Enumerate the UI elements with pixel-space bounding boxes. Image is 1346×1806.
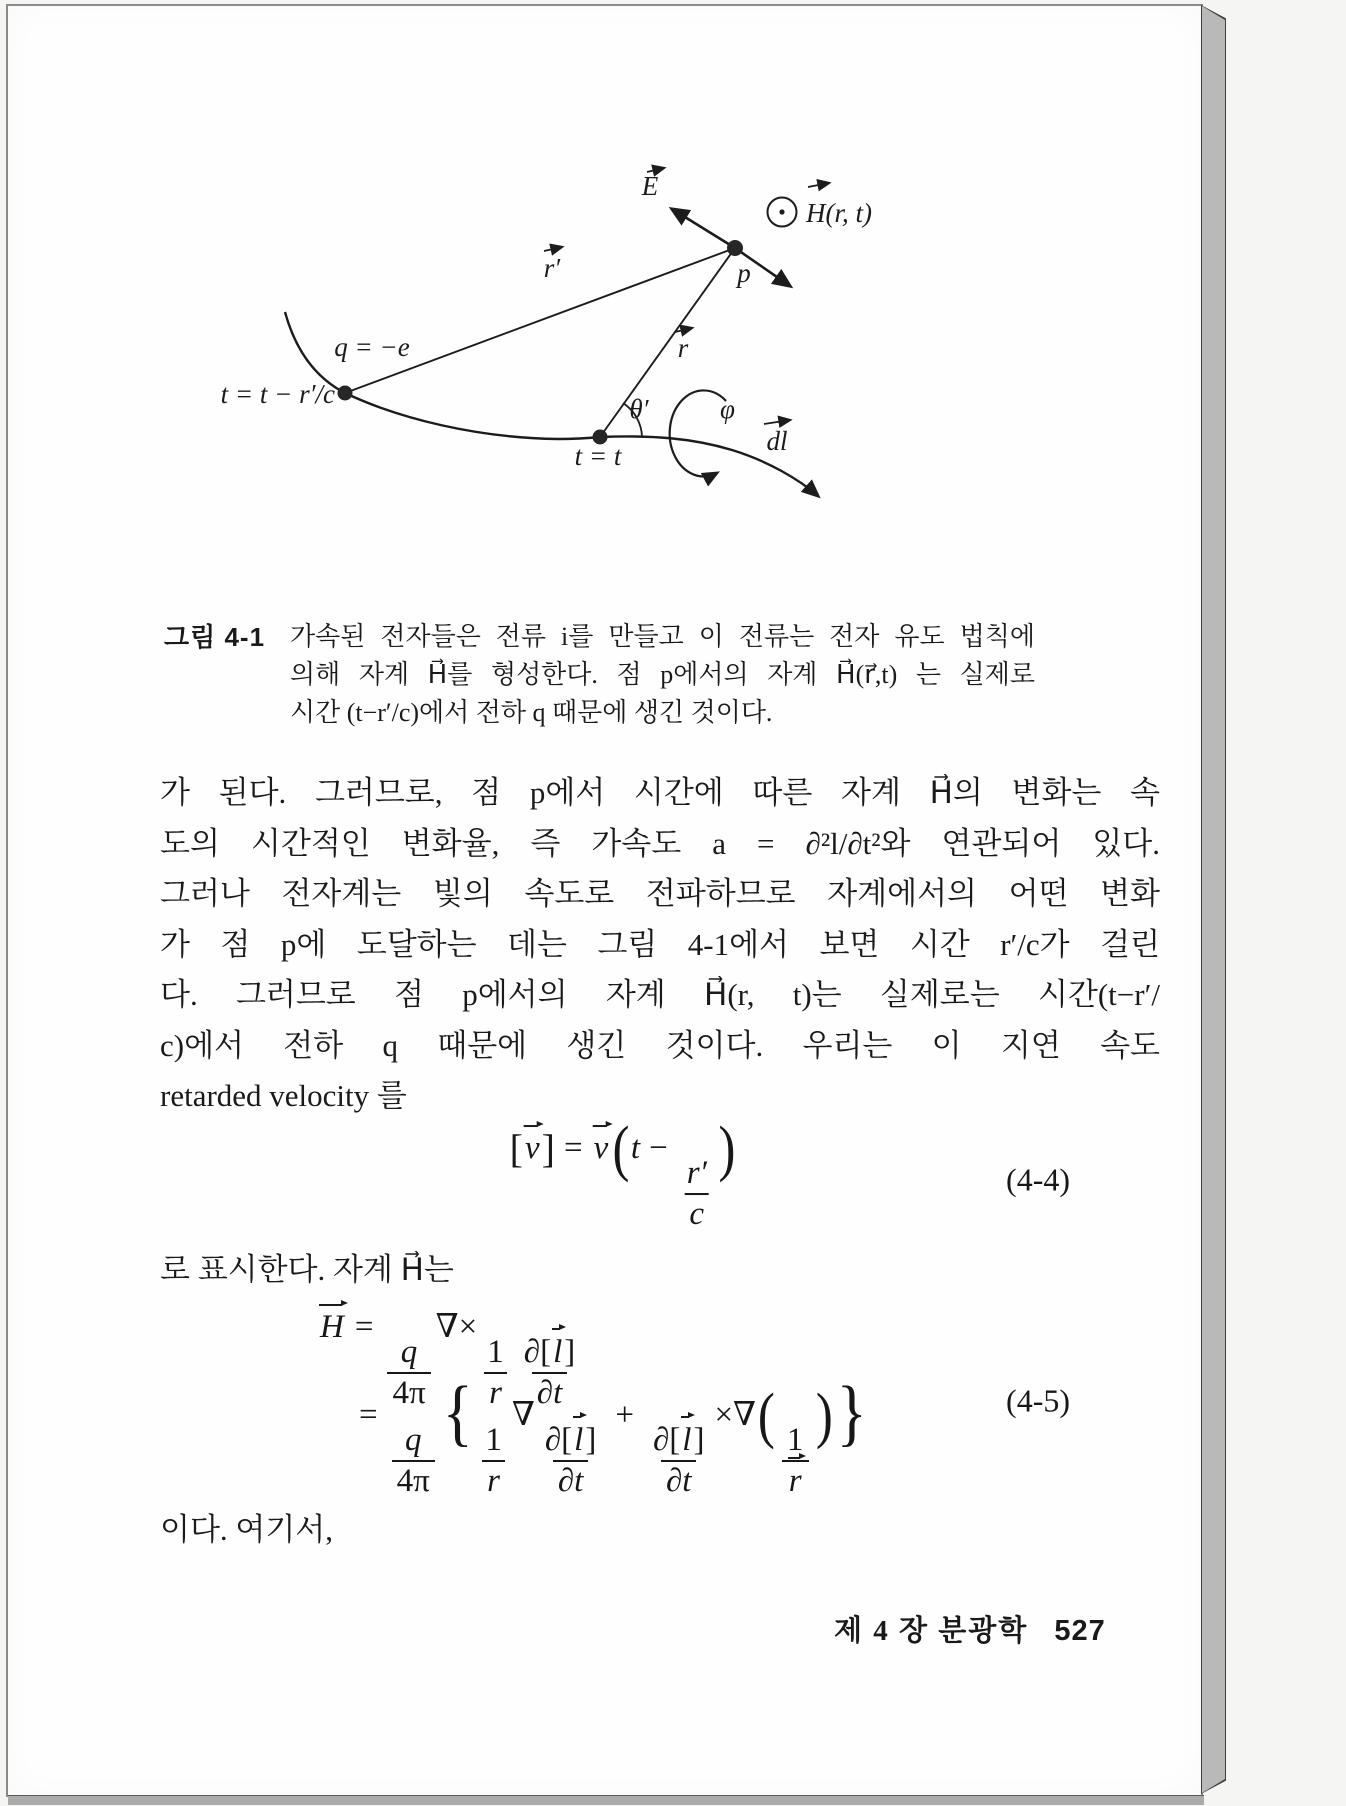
one-over-r-vec: $\frac{1}{r}$ bbox=[782, 1421, 809, 1502]
dl-dt: $\frac{\partial[l]}{\partial t}$ bbox=[519, 1333, 580, 1414]
figure-4-1 bbox=[160, 150, 960, 550]
equals-sign: = bbox=[563, 1130, 583, 1167]
equation-4-5-line2: = $\frac{q}{4\pi}$ { $\frac{1}{r}$ ∇ $\frac{\partial[l]}{\partial t}$ + $\frac{\partial[l]}{\partial t}$ ×∇( $\frac{1}{r}$ )} bbox=[350, 1394, 870, 1502]
h-field-out-of-page-icon bbox=[768, 198, 797, 227]
figure-caption-label: 그림 4-1 bbox=[164, 622, 266, 652]
point-retarded bbox=[338, 386, 353, 401]
label-e: E bbox=[641, 171, 659, 201]
after-sentence: 이다. 여기서, bbox=[160, 1512, 333, 1547]
velocity-symbol: v bbox=[593, 1130, 609, 1167]
label-t-retarded: t = t − r′/c bbox=[220, 379, 335, 409]
equals-sign: = bbox=[354, 1309, 374, 1345]
body-line: 가 된다. 그러므로, 점 p에서 시간에 따른 자계 H⃗의 변화는 속 bbox=[160, 775, 1160, 810]
label-q: q = −e bbox=[334, 332, 410, 362]
nabla: ∇ bbox=[511, 1397, 535, 1433]
label-t-now: t = t bbox=[574, 441, 622, 471]
r-prime-label-arrow bbox=[544, 247, 562, 251]
one-over-r: $\frac{1}{r}$ bbox=[480, 1421, 507, 1502]
plus-sign: + bbox=[615, 1397, 634, 1433]
nabla-cross: ∇× bbox=[435, 1309, 478, 1345]
book-page-edge bbox=[1201, 5, 1226, 1794]
equation-4-4-body: [v] = v(t − $\frac{r'}{c}$ ) bbox=[510, 1125, 738, 1235]
paper-sheet bbox=[6, 4, 1203, 1797]
footer-page-number: 527 bbox=[1054, 1615, 1106, 1647]
left-bracket: [ bbox=[509, 1126, 524, 1172]
label-theta: θ′ bbox=[629, 394, 649, 424]
caption-line: 의해 자계 H⃗를 형성한다. 점 p에서의 자계 H⃗(r⃗,t) 는 실제로 bbox=[290, 660, 1035, 689]
body-paragraph bbox=[160, 768, 1160, 1122]
mid-sentence: 로 표시한다. 자계 H⃗는 bbox=[160, 1252, 454, 1287]
label-h: H(r, t) bbox=[806, 198, 872, 228]
label-phi: φ bbox=[720, 394, 735, 424]
body-line: 가 점 p에 도달하는 데는 그림 4-1에서 보면 시간 r′/c가 걸린 bbox=[160, 926, 1160, 962]
figure-drawing bbox=[160, 150, 960, 550]
dl-dt: $\frac{\partial[l]}{\partial t}$ bbox=[540, 1421, 601, 1502]
point-p bbox=[727, 240, 743, 256]
e-field-arrow bbox=[672, 209, 735, 248]
figure-caption-text bbox=[290, 618, 1035, 732]
body-line: c)에서 전하 q 때문에 생긴 것이다. 우리는 이 지연 속도 bbox=[160, 1027, 1160, 1063]
phi-loop bbox=[670, 390, 726, 476]
h-field-symbol: H bbox=[320, 1309, 344, 1345]
book-page-bottom-edge bbox=[8, 1795, 1204, 1805]
q-over-4pi: $\frac{q}{4\pi}$ bbox=[387, 1333, 430, 1414]
one-over-r: $\frac{1}{r}$ bbox=[482, 1333, 509, 1414]
equation-number: (4-4) bbox=[1006, 1161, 1070, 1198]
right-bracket: ] bbox=[541, 1126, 555, 1172]
r-prime-line bbox=[345, 248, 735, 393]
retarded-velocity-symbol: v bbox=[525, 1130, 540, 1167]
equation-4-4 bbox=[160, 1115, 1160, 1233]
label-p: p bbox=[737, 258, 751, 288]
r-line bbox=[600, 248, 735, 437]
page-footer bbox=[834, 1608, 1106, 1649]
label-r: r bbox=[677, 333, 689, 363]
equals-sign: = bbox=[359, 1397, 378, 1433]
cross-nabla: ×∇ bbox=[714, 1397, 757, 1433]
dl-dt: $\frac{\partial[l]}{\partial t}$ bbox=[648, 1421, 709, 1502]
dl-label-arrow bbox=[764, 420, 790, 424]
label-r-prime: r′ bbox=[543, 253, 561, 283]
equation-number: (4-5) bbox=[1006, 1382, 1070, 1419]
h-label-arrow bbox=[808, 183, 829, 187]
caption-line: 가속된 전자들은 전류 i를 만들고 이 전류는 전자 유도 법칙에 bbox=[290, 622, 1035, 651]
r-prime-over-c: $\frac{r'}{c}$ bbox=[682, 1154, 712, 1235]
book-page-edge-face bbox=[1202, 6, 1225, 1793]
q-over-4pi: $\frac{q}{4\pi}$ bbox=[392, 1421, 435, 1502]
caption-line: 시간 (t−r′/c)에서 전하 q 때문에 생긴 것이다. bbox=[290, 698, 773, 727]
footer-chapter-title: 제 4 장 분광학 bbox=[834, 1615, 1029, 1647]
figure-caption bbox=[164, 618, 1044, 732]
label-dl: dl bbox=[766, 426, 788, 456]
body-line: 그러나 전자계는 빛의 속도로 전파하므로 자계에서의 어떤 변화 bbox=[160, 876, 1160, 911]
body-line: 다. 그러므로 점 p에서의 자계 H⃗(r, t)는 실제로는 시간(t−r′/ bbox=[160, 977, 1160, 1012]
body-line: retarded velocity 를 bbox=[160, 1078, 407, 1113]
equation-4-5 bbox=[160, 1306, 1160, 1500]
body-line: 도의 시간적인 변화율, 즉 가속도 a = ∂²l/∂t²와 연관되어 있다. bbox=[160, 825, 1160, 861]
minus-sign: − bbox=[649, 1130, 668, 1167]
time-symbol: t bbox=[630, 1130, 641, 1167]
